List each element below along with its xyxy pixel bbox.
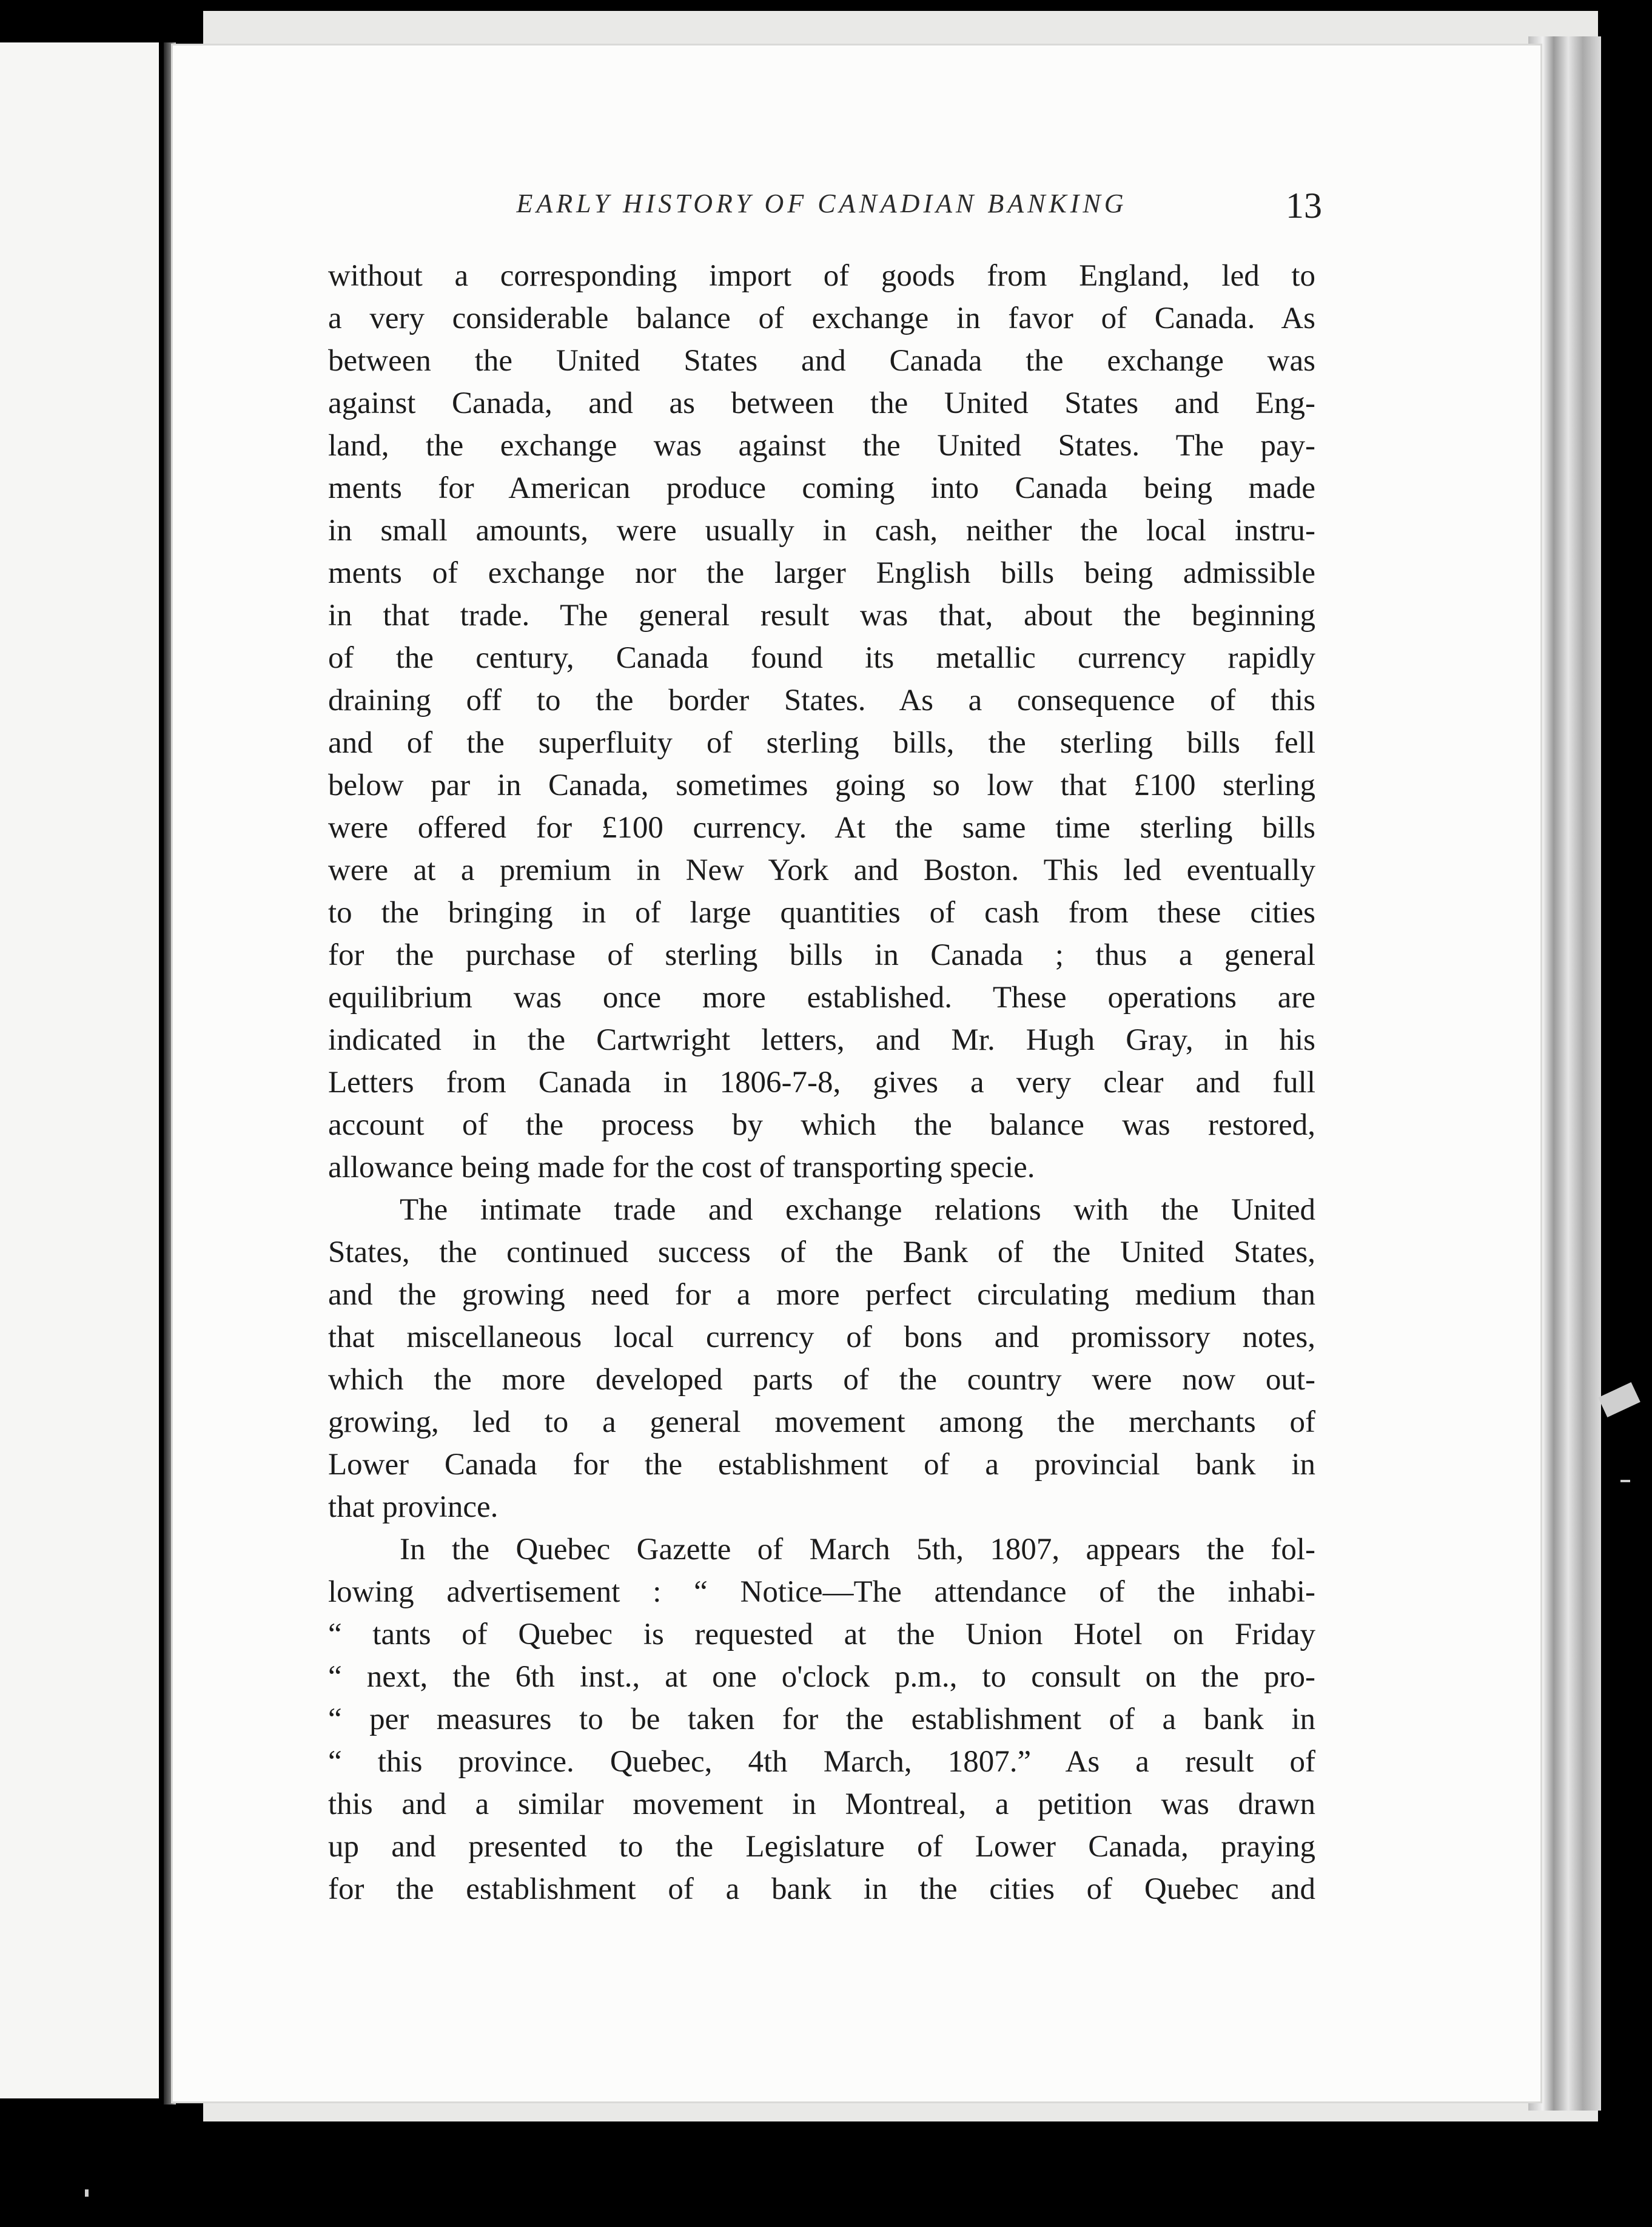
text-line: The intimate trade and exchange relations with the United xyxy=(400,1193,1315,1227)
page-number: 13 xyxy=(1286,186,1322,226)
text-line: lowing advertisement : “ Notice—The attendance of the inhabi- xyxy=(328,1575,1315,1609)
facing-page-edge xyxy=(0,42,159,2098)
text-line: for the purchase of sterling bills in Canada ; thus a general xyxy=(328,938,1315,972)
text-line: “ this province. Quebec, 4th March, 1807.” As a result of xyxy=(328,1745,1315,1779)
scan-speck xyxy=(1598,1382,1640,1417)
text-line: draining off to the border States. As a consequence of this xyxy=(328,684,1315,717)
text-line: in small amounts, were usually in cash, neither the local instru- xyxy=(328,514,1315,548)
text-line: that province. xyxy=(328,1490,499,1524)
text-line: “ tants of Quebec is requested at the Union Hotel on Friday xyxy=(328,1617,1315,1651)
text-line: allowance being made for the cost of transporting specie. xyxy=(328,1150,1035,1184)
text-line: Lower Canada for the establishment of a provincial bank in xyxy=(328,1448,1315,1482)
text-line: that miscellaneous local currency of bons and promissory notes, xyxy=(328,1320,1315,1354)
text-line: Letters from Canada in 1806-7-8, gives a very clear and full xyxy=(328,1066,1315,1100)
text-line: which the more developed parts of the country were now out- xyxy=(328,1363,1315,1397)
text-line: and the growing need for a more perfect circulating medium than xyxy=(328,1278,1315,1312)
text-line: without a corresponding import of goods from England, led to xyxy=(328,259,1315,293)
text-line: for the establishment of a bank in the cities of Quebec and xyxy=(328,1872,1315,1906)
text-line: were offered for £100 currency. At the same time sterling bills xyxy=(328,811,1315,845)
text-line: were at a premium in New York and Boston. This led eventually xyxy=(328,853,1315,887)
text-line: ments for American produce coming into Canada being made xyxy=(328,471,1315,505)
text-line: In the Quebec Gazette of March 5th, 1807, appears the fol- xyxy=(400,1533,1315,1567)
text-line: and of the superfluity of sterling bills, the sterling bills fell xyxy=(328,726,1315,760)
scan-speck xyxy=(1620,1480,1630,1482)
text-line: this and a similar movement in Montreal, a petition was drawn xyxy=(328,1787,1315,1821)
text-line: in that trade. The general result was that, about the beginning xyxy=(328,599,1315,633)
text-line: “ per measures to be taken for the establishment of a bank in xyxy=(328,1702,1315,1736)
text-line: growing, led to a general movement among the merchants of xyxy=(328,1405,1315,1439)
text-line: account of the process by which the balance was restored, xyxy=(328,1108,1315,1142)
text-line: of the century, Canada found its metallic currency rapidly xyxy=(328,641,1315,675)
text-line: indicated in the Cartwright letters, and Mr. Hugh Gray, in his xyxy=(328,1023,1315,1057)
body-text xyxy=(328,255,1315,1910)
scan-speck xyxy=(85,2189,89,2197)
text-line: States, the continued success of the Bank of the United States, xyxy=(328,1235,1315,1269)
text-line: between the United States and Canada the exchange was xyxy=(328,344,1315,378)
text-line: to the bringing in of large quantities of cash from these cities xyxy=(328,896,1315,930)
text-line: below par in Canada, sometimes going so low that £100 sterling xyxy=(328,768,1315,802)
running-head: EARLY HISTORY OF CANADIAN BANKING xyxy=(516,189,1127,218)
text-line: land, the exchange was against the United States. The pay- xyxy=(328,429,1315,463)
text-line: equilibrium was once more established. These operations are xyxy=(328,981,1315,1015)
text-line: against Canada, and as between the United States and Eng- xyxy=(328,386,1315,420)
text-line: a very considerable balance of exchange in favor of Canada. As xyxy=(328,301,1315,335)
text-line: “ next, the 6th inst., at one o'clock p.m., to consult on the pro- xyxy=(328,1660,1315,1694)
text-line: up and presented to the Legislature of Lower Canada, praying xyxy=(328,1830,1315,1864)
text-line: ments of exchange nor the larger English bills being admissible xyxy=(328,556,1315,590)
